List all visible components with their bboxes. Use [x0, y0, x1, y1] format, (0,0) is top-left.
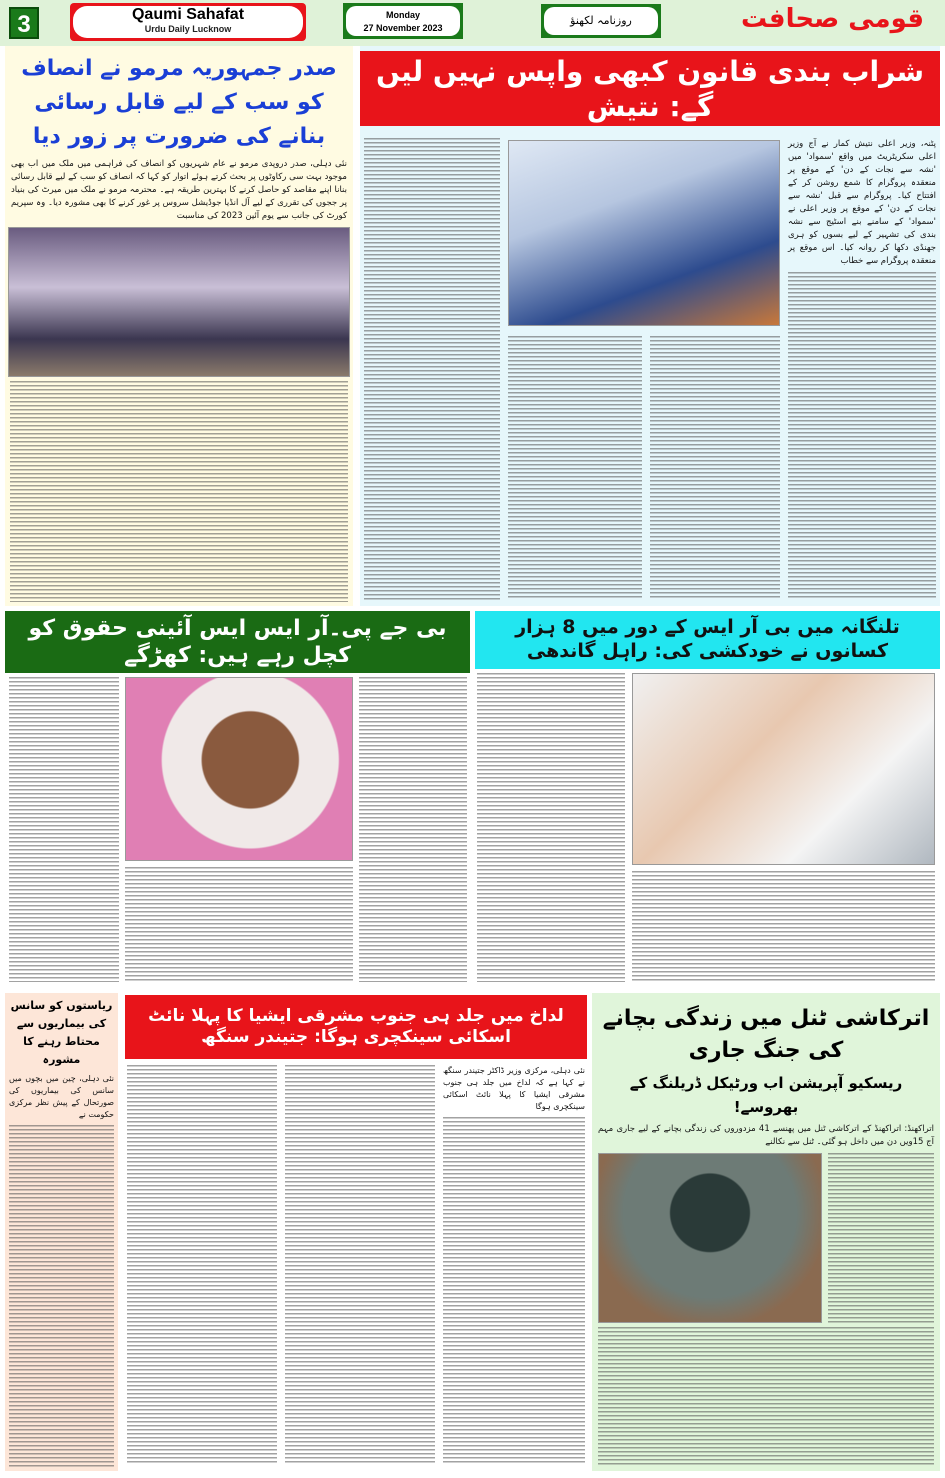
body-column-1 — [359, 677, 467, 982]
urdu-masthead-title: قومی صحافت — [741, 4, 924, 34]
body-column-1 — [788, 272, 936, 600]
body-column-2 — [285, 1065, 435, 1465]
article-tunnel — [592, 993, 940, 1471]
article-jitendra — [125, 993, 587, 1471]
date: 27 November 2023 — [363, 23, 443, 33]
body-column-2 — [9, 677, 119, 982]
article-kharge — [5, 609, 470, 986]
lead-text: پٹنہ، وزیر اعلی نتیش کمار نے آج وزیر اعلی سکریٹریٹ میں واقع 'سمواد' میں 'نشہ سے نجات کے دن' کے موقع پر منعقدہ پروگرام کا شمع روشن کر کے افتتاح کیا۔ پروگرام سے قبل 'نشہ سے نجات کے دن' کے موقع پر وزیر اعلی نے 'سمواد' کے سامنے بنے اسٹیج سے نشہ بندی کی تشہیر کے لیے بسوں کو ہری جھنڈی دکھا کر روانہ کیا۔ اس موقع پر منعقدہ پروگرام سے خطاب — [788, 139, 936, 266]
body-column-3 — [127, 1065, 277, 1465]
photo-rahul-gandhi — [632, 673, 935, 865]
english-title-box — [70, 3, 306, 41]
headline: تلنگانہ میں بی آر ایس کے دور میں 8 ہزار کسانوں نے خودکشی کی: راہل گاندھی — [475, 611, 940, 669]
body-column-4 — [364, 138, 500, 600]
body-column-1 — [443, 1117, 585, 1465]
photo-nitish-kumar — [508, 140, 780, 326]
city-badge-box — [541, 4, 661, 38]
lead-text: اتراکھنڈ: اتراکھنڈ کے اترکاشی ٹنل میں پھنسے 41 مزدوروں کی زندگی بچانے کے لیے جاری مہم آج 15ویں دن میں داخل ہو گئی۔ ٹنل سے نکالنے — [598, 1124, 934, 1147]
english-subtitle: Urdu Daily Lucknow — [144, 24, 232, 34]
headline: صدر جمہوریہ مرمو نے انصاف کو سب کے لیے قابل رسائی بنانے کی ضرورت پر زور دیا — [21, 56, 337, 149]
headline: لداخ میں جلد ہی جنوب مشرقی ایشیا کا پہلا نائٹ اسکائی سینکچری ہوگا: جتیندر سنگھ — [125, 995, 587, 1059]
subheadline: ریسکیو آپریشن اب ورٹیکل ڈریلنگ کے بھروسے! — [629, 1074, 903, 1116]
headline: اترکاشی ٹنل میں زندگی بچانے کی جنگ جاری — [602, 1006, 930, 1063]
lead-text: نئی دہلی، مرکزی وزیر ڈاکٹر جتیندر سنگھ نے کہا ہے کہ لداخ میں جلد ہی جنوب مشرقی ایشیا کا پہلا نائٹ اسکائی سینکچری ہوگا — [443, 1066, 585, 1111]
body-column-1 — [477, 673, 625, 982]
article-body — [10, 381, 348, 602]
day: Monday — [385, 10, 420, 20]
english-title: Qaumi Sahafat — [131, 6, 245, 23]
page-number: 3 — [9, 7, 39, 39]
body-column-2 — [632, 871, 935, 982]
photo-president-event — [8, 227, 350, 377]
body-column-3 — [508, 336, 642, 600]
body-column-2 — [650, 336, 780, 600]
article-nitish — [360, 46, 940, 606]
body-column-1-wrap — [443, 1065, 585, 1465]
date-box — [343, 3, 463, 39]
article-body — [9, 1125, 114, 1467]
body-column-1-wrap — [788, 138, 936, 600]
lead-text: نئی دہلی، صدر دروپدی مرمو نے عام شہریوں کو انصاف کی فراہمی میں ملک میں اب بھی موجود بہت سی رکاوٹوں پر بحث کرتے ہوئے اتوار کو کہا کہ انصاف کو سب کے لیے قابل رسائی بنانا اپنے مقاصد کو حاصل کرنے کا بہترین طریقہ ہے۔ محترمہ مرمو نے ملک میں میرٹ کی بنیاد پر ججوں کی تقرری کے لیے آل انڈیا جوڈیشل سروس پر غور کرنے کا بھی مشورہ دیا۔ وہ سپریم کورٹ کی جانب سے یوم آئین 2023 کی مناسبت — [11, 159, 347, 221]
body-column-2 — [598, 1327, 934, 1465]
photo-tunnel-rescue — [598, 1153, 822, 1323]
body-column-3 — [125, 867, 353, 982]
article-murmu — [5, 46, 353, 606]
photo-row — [598, 1153, 934, 1323]
article-health — [5, 993, 118, 1471]
headline: ریاستوں کو سانس کی بیماریوں سے محتاط رہنے کا مشورہ — [10, 999, 113, 1066]
photo-kharge — [125, 677, 353, 861]
body-column-1 — [828, 1153, 934, 1323]
lead-text: نئی دہلی، چین میں بچوں میں سانس کی بیماریوں کی صورتحال کے پیش نظر مرکزی حکومت نے — [9, 1074, 114, 1119]
city-badge: روزنامہ لکھنؤ — [544, 7, 658, 35]
headline: شراب بندی قانون کبھی واپس نہیں لیں گے: نتیش — [360, 51, 940, 126]
headline: بی جے پی۔آر ایس ایس آئینی حقوق کو کچل رہے ہیں: کھڑگے — [5, 611, 470, 673]
article-rahul — [475, 609, 940, 986]
